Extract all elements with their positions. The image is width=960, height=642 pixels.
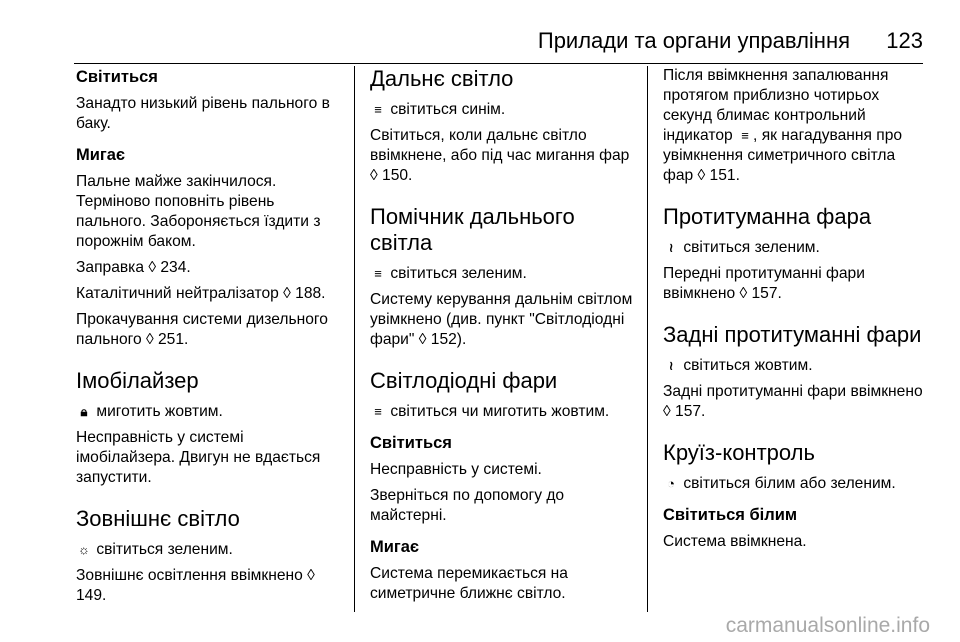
high-beam-assist-icon: ≡ <box>374 266 382 281</box>
paragraph: Передні протитуманні фари ввімкнено ◊ 157. <box>663 265 865 302</box>
cruise-control-icon: ◔ <box>667 476 675 491</box>
led-headlight-icon: ≡ <box>741 128 749 143</box>
column-2 <box>370 66 635 610</box>
column-1 <box>76 66 342 612</box>
icon-description: миготить жовтим. <box>96 403 223 420</box>
paragraph: Несправність у системі. <box>370 461 542 478</box>
icon-description: світиться білим або зеленим. <box>683 475 896 492</box>
section-title: Круїз-контроль <box>663 440 815 465</box>
icon-description: світиться чи миготить жовтим. <box>390 403 610 420</box>
paragraph: Система перемикається на симетричне ближнє світло. <box>370 565 568 602</box>
led-headlight-icon: ≡ <box>374 404 382 419</box>
immobilizer-icon: 🔒︎ <box>80 404 88 419</box>
column-divider <box>354 66 355 612</box>
paragraph: Пальне майже закінчилося. Терміново поповніть рівень пального. Забороняється їздити з порожнім баком. <box>76 173 321 250</box>
icon-line <box>370 264 635 284</box>
column-3 <box>663 66 928 558</box>
page-title: Прилади та органи управління <box>537 28 850 53</box>
icon-description: світиться зеленим. <box>96 541 233 558</box>
paragraph: Система ввімкнена. <box>663 533 807 550</box>
section-title: Протитуманна фара <box>663 204 872 229</box>
cross-reference: Заправка ◊ 234. <box>76 259 191 276</box>
paragraph: Після ввімкнення запалювання протягом приблизно чотирьох секунд блимає контрольний індикатор ≡ , як нагадування про увімкнення симетричного світла фар ◊ 151. <box>663 67 903 184</box>
section-heading: Світиться білим <box>663 506 798 524</box>
icon-description: світиться зеленим. <box>390 265 527 282</box>
paragraph: Систему керування дальнім світлом увімкнено (див. пункт "Світлодіодні фари" ◊ 152). <box>370 291 633 348</box>
column-divider <box>647 66 648 612</box>
icon-line <box>663 474 928 494</box>
icon-line <box>76 402 342 422</box>
section-title: Імобілайзер <box>76 368 199 393</box>
icon-line <box>370 402 635 422</box>
icon-line <box>370 100 635 120</box>
section-title: Помічник дальнього світла <box>370 204 575 255</box>
exterior-light-icon: ☼ <box>78 542 90 557</box>
paragraph: Світиться, коли дальнє світло ввімкнене, або під час мигання фар ◊ 150. <box>370 127 630 184</box>
rear-fog-icon: ≀ <box>668 358 674 373</box>
front-fog-icon: ≀ <box>668 240 674 255</box>
icon-line <box>663 238 928 258</box>
high-beam-icon: ≡ <box>374 102 382 117</box>
section-heading: Мигає <box>370 538 420 556</box>
section-heading: Світиться <box>370 434 452 452</box>
paragraph: Занадто низький рівень пального в баку. <box>76 95 330 132</box>
icon-description: світиться зеленим. <box>683 239 820 256</box>
page-header <box>0 22 960 62</box>
page-number: 123 <box>886 28 923 53</box>
paragraph: Несправність у системі імобілайзера. Двигун не вдається запустити. <box>76 429 321 486</box>
section-heading: Світиться <box>76 68 158 86</box>
section-title: Дальнє світло <box>370 66 514 91</box>
paragraph: Задні протитуманні фари ввімкнено ◊ 157. <box>663 383 923 420</box>
icon-line <box>76 540 342 560</box>
section-title: Задні протитуманні фари <box>663 322 922 347</box>
section-title: Світлодіодні фари <box>370 368 558 393</box>
cross-reference: Каталітичний нейтралізатор ◊ 188. <box>76 285 326 302</box>
paragraph: Зверніться по допомогу до майстерні. <box>370 487 565 524</box>
icon-description: світиться синім. <box>390 101 506 118</box>
watermark: carmanualsonline.info <box>725 614 930 637</box>
section-heading: Мигає <box>76 146 126 164</box>
section-title: Зовнішнє світло <box>76 506 240 531</box>
header-divider <box>74 63 923 64</box>
paragraph: Зовнішнє освітлення ввімкнено ◊ 149. <box>76 567 315 604</box>
icon-description: світиться жовтим. <box>683 357 813 374</box>
cross-reference: Прокачування системи дизельного пального ◊ 251. <box>76 311 328 348</box>
icon-line <box>663 356 928 376</box>
